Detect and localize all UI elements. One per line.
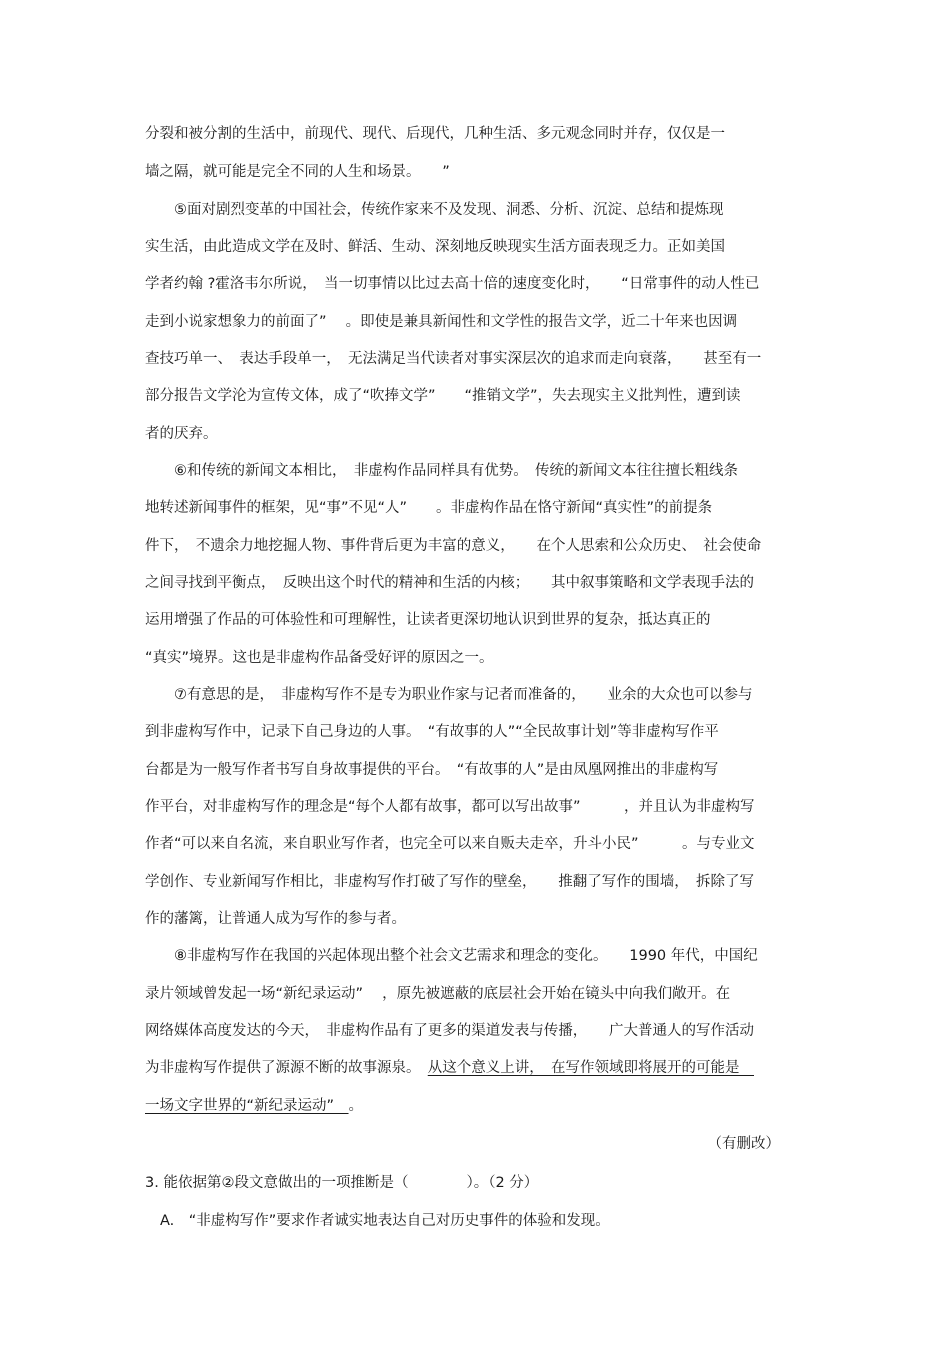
paragraph-5-line: 实生活，由此造成文学在及时、鲜活、生动、深刻地反映现实生活方面表现乏力。正如美国 xyxy=(145,239,725,255)
paragraph-7-line: 到非虚构写作中，记录下自己身边的人事。 “有故事的人”“全民故事计划”等非虚构写作平 xyxy=(145,724,719,740)
paragraph-5-line: 者的厌弃。 xyxy=(145,426,218,442)
paragraph-8-line xyxy=(145,1096,810,1116)
paragraph-5-line: 部分报告文学沦为宣传文体，成了“吹捧文学” “推销文学”，失去现实主义批判性，遭到读 xyxy=(145,388,741,404)
paragraph-7-line: ⑦有意思的是， 非虚构写作不是专为职业作家与记者而准备的， 业余的大众也可以参与 xyxy=(145,687,753,703)
paragraph-5-line: 学者约翰 ?霍洛韦尔所说， 当一切事情以比过去高十倍的速度变化时， “日常事件的动人性已 xyxy=(145,276,760,292)
paragraph-6-line: “真实”境界。这也是非虚构作品备受好评的原因之一。 xyxy=(145,650,494,666)
paragraph-6-line: 地转述新闻事件的框架，见“事”不见“人” 。非虚构作品在恪守新闻“真实性”的前提条 xyxy=(145,500,713,516)
paragraph-5-line: ⑤面对剧烈变革的中国社会，传统作家来不及发现、洞悉、分析、沉淀、总结和提炼现 xyxy=(145,202,724,218)
paragraph-7-line: 作平台，对非虚构写作的理念是“每个人都有故事，都可以写出故事” ，并且认为非虚构写 xyxy=(145,799,755,815)
paragraph-7-line: 学创作、专业新闻写作相比，非虚构写作打破了写作的壁垒， 推翻了写作的围墙， 拆除了写 xyxy=(145,874,754,890)
paragraph-7-line: 台都是为一般写作者书写自身故事提供的平台。 “有故事的人”是由凤凰网推出的非虚构写 xyxy=(145,762,719,778)
paragraph-5-line: 查技巧单一、 表达手段单一， 无法满足当代读者对事实深层次的追求而走向衰落， 甚至有一 xyxy=(145,351,762,367)
paragraph-7-line: 作者“可以来自名流，来自职业写作者，也完全可以来自贩夫走卒，升斗小民” 。与专业文 xyxy=(145,836,755,852)
paragraph-5-line: 走到小说家想象力的前面了” 。即使是兼具新闻性和文学性的报告文学，近二十年来也因调 xyxy=(145,314,738,330)
source-note: （有删改） xyxy=(707,1136,780,1152)
paragraph-6-line: 之间寻找到平衡点， 反映出这个时代的精神和生活的内核； 其中叙事策略和文学表现手法的 xyxy=(145,575,754,591)
paragraph-8-line: 录片领域曾发起一场“新纪录运动” ，原先被遮蔽的底层社会开始在镜头中向我们敞开。在 xyxy=(145,986,731,1002)
paragraph-7-line: 作的藩篱，让普通人成为写作的参与者。 xyxy=(145,911,406,927)
paragraph-8-line xyxy=(145,1058,810,1078)
paragraph-8-line: 网络媒体高度发达的今天， 非虚构作品有了更多的渠道发表与传播， 广大普通人的写作活动 xyxy=(145,1023,754,1039)
text-line: 墙之隔，就可能是完全不同的人生和场景。 ” xyxy=(145,164,450,180)
underlined-sentence: 一场文字世界的“新纪录运动” xyxy=(145,1098,349,1114)
paragraph-6-line: 运用增强了作品的可体验性和可理解性，让读者更深切地认识到世界的复杂，抵达真正的 xyxy=(145,612,711,628)
paragraph-6-line: ⑥和传统的新闻文本相比， 非虚构作品同样具有优势。 传统的新闻文本往往擅长粗线条 xyxy=(145,463,738,479)
plain-text: 。 xyxy=(348,1098,364,1114)
question-option-a: A. “非虚构写作”要求作者诚实地表达自己对历史事件的体验和发现。 xyxy=(160,1213,610,1229)
question-stem: 3. 能依据第②段文意做出的一项推断是（ ）。（2 分） xyxy=(145,1175,539,1191)
plain-text: 为非虚构写作提供了源源不断的故事源泉。 xyxy=(145,1060,428,1076)
paragraph-6-line: 件下， 不遗余力地挖掘人物、事件背后更为丰富的意义， 在个人思索和公众历史、 社会使命 xyxy=(145,538,762,554)
underlined-sentence: 从这个意义上讲， 在写作领域即将展开的可能是 xyxy=(427,1060,754,1076)
paragraph-8-line: ⑧非虚构写作在我国的兴起体现出整个社会文艺需求和理念的变化。 1990 年代，中国纪 xyxy=(145,948,758,964)
text-line: 分裂和被分割的生活中，前现代、现代、后现代，几种生活、多元观念同时并存，仅仅是一 xyxy=(145,126,725,142)
